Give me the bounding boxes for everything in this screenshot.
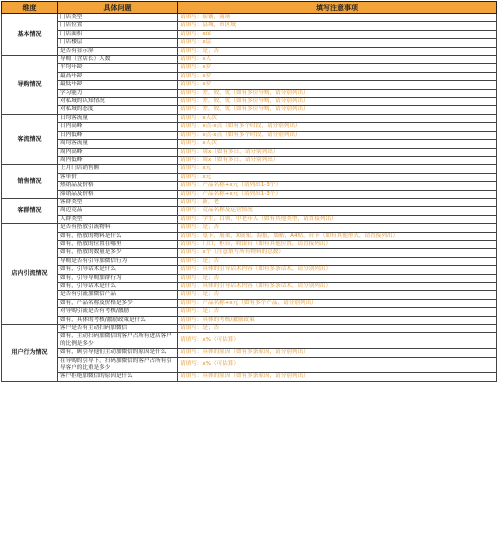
table-row (2, 98, 497, 106)
question-cell: 客户拒绝加微信的原因是什么 (58, 373, 178, 381)
table-row (2, 39, 497, 47)
header-note: 填写注意事项 (178, 2, 497, 14)
note-cell: 请填写：桌卡，展架，X展架，海报，墙贴，A4贴，台卡（如有其他形式，请直接列出） (178, 232, 497, 240)
question-cell: 周内低峰 (58, 156, 178, 164)
question-cell: 对私域的认知情况 (58, 98, 178, 106)
table-row (2, 240, 497, 248)
table-row (2, 349, 497, 357)
note-cell: 请填写：x人次 (178, 114, 497, 122)
table-row (2, 325, 497, 333)
note-cell: 请填写：x点-x点（如有多个时段，请分别列出） (178, 131, 497, 139)
note-cell: 请填写：具体的考核/激励政策 (178, 316, 497, 324)
survey-table (1, 1, 497, 382)
question-cell: 如有，具体的考核/激励政策是什么 (58, 316, 178, 324)
question-cell: 门店类型 (58, 14, 178, 22)
note-cell: 请填写：x%（可估算） (178, 333, 497, 349)
note-cell: 请填写：差，较，优（如有多位导购，请分别列出） (178, 98, 497, 106)
note-cell: 请填写：x个（注意填写所有物料的总数） (178, 249, 497, 257)
table-row (2, 22, 497, 30)
question-cell: 最低年龄 (58, 81, 178, 89)
note-cell: 请填写：周x（如有多日，请分别列出） (178, 156, 497, 164)
table-row (2, 47, 497, 55)
category-cell: 客群情况 (2, 198, 58, 223)
note-cell: 请填写：新，老 (178, 198, 497, 206)
table-row (2, 165, 497, 173)
note-cell: 请填写：x岁 (178, 64, 497, 72)
table-row (2, 291, 497, 299)
question-cell: 如有，搭放的位置在哪里 (58, 240, 178, 248)
table-row (2, 114, 497, 122)
table-row (2, 182, 497, 190)
question-cell: 如有，顾引导他们主动加微信的原因是什么 (58, 349, 178, 357)
category-cell: 导购情况 (2, 56, 58, 115)
note-cell: 请填写：x%（可估算） (178, 357, 497, 373)
table-row (2, 274, 497, 282)
note-cell: 请填写：差，较，优（如有多位导购，请分别列出） (178, 89, 497, 97)
question-cell: 如有，产品名称及价格是多少 (58, 299, 178, 307)
table-row (2, 207, 497, 215)
table-row (2, 357, 497, 373)
note-cell: 请填写：是；否 (178, 308, 497, 316)
category-cell: 基本情况 (2, 14, 58, 56)
table-row (2, 123, 497, 131)
note-cell: 请填写：差，较，优（如有多位导购，请分别列出） (178, 106, 497, 114)
note-cell: 请填写：x人次 (178, 140, 497, 148)
note-cell: 请填写：x点-x点（如有多个时段，请分别列出） (178, 123, 497, 131)
table-row (2, 333, 497, 349)
table-row (2, 14, 497, 22)
header-row (2, 2, 497, 14)
note-cell: 请填写：x岁 (178, 81, 497, 89)
table-row (2, 140, 497, 148)
note-cell: 请填写：街铺，商场 (178, 14, 497, 22)
category-cell: 销售情况 (2, 165, 58, 199)
table-row (2, 232, 497, 240)
table-row (2, 156, 497, 164)
header-dimension: 维度 (2, 2, 58, 14)
note-cell: 请填写：是；否 (178, 291, 497, 299)
table-row (2, 64, 497, 72)
table-body (2, 14, 497, 382)
table-row (2, 316, 497, 324)
question-cell: 上月门店销售额 (58, 165, 178, 173)
note-cell: 请填写：x元 (178, 173, 497, 181)
table-row (2, 106, 497, 114)
table-row (2, 72, 497, 80)
table-row (2, 308, 497, 316)
table-row (2, 373, 497, 381)
table-row (2, 249, 497, 257)
question-cell: 周边竞品 (58, 207, 178, 215)
question-cell: 周内高峰 (58, 148, 178, 156)
note-cell: 请填写：具体的引导话术内容（如有多条话术，请分别列出） (178, 266, 497, 274)
header-question: 具体问题 (58, 2, 178, 14)
question-cell: 如有，搭放的物料是什么 (58, 232, 178, 240)
question-cell: 日内高峰 (58, 123, 178, 131)
question-cell: 导购（含店长）人数 (58, 56, 178, 64)
question-cell: 是否有引流加微信产品 (58, 291, 178, 299)
question-cell: 如有，引导话术是什么 (58, 266, 178, 274)
table-row (2, 198, 497, 206)
question-cell: 对私域的态度 (58, 106, 178, 114)
table-row (2, 148, 497, 156)
note-cell: 请填写：是；否 (178, 257, 497, 265)
question-cell: 导购是否有引导加微信行为 (58, 257, 178, 265)
question-cell: 如有，引导导购加群行为 (58, 274, 178, 282)
table-row (2, 190, 497, 198)
note-cell: 请填写：x元 (178, 165, 497, 173)
table-row (2, 81, 497, 89)
question-cell: 门店面积 (58, 30, 178, 38)
question-cell: 门店位置 (58, 22, 178, 30)
category-cell: 用户行为情况 (2, 325, 58, 382)
note-cell: 请填写：是；否 (178, 224, 497, 232)
question-cell: 是否有搭放引流物料 (58, 224, 178, 232)
question-cell: 学习能力 (58, 89, 178, 97)
note-cell: 请填写：具体的原因（如有多条原因，请分别列出） (178, 373, 497, 381)
question-cell: 如有，引导话术是什么 (58, 283, 178, 291)
note-cell: 请填写：县城，市区域 (178, 22, 497, 30)
note-cell: 请填写：竞品名称及运营情况 (178, 207, 497, 215)
note-cell: 请填写：产品名称+x元（请列出1-3个） (178, 182, 497, 190)
table-row (2, 257, 497, 265)
note-cell: 请填写：x人 (178, 56, 497, 64)
table-row (2, 131, 497, 139)
note-cell: 请填写：是；否 (178, 325, 497, 333)
category-cell: 客流情况 (2, 114, 58, 164)
table-row (2, 224, 497, 232)
note-cell: 请填写：学生，白领，中老年人（如有其他类型，请直接列出） (178, 215, 497, 223)
question-cell: 热销品及价格 (58, 182, 178, 190)
note-cell: 请填写：产品名称+x元（如有多个产品，请分别列出） (178, 299, 497, 307)
note-cell: 请填写：是；否 (178, 274, 497, 282)
note-cell: 请填写：具体的引导话术内容（如有多条话术，请分别列出） (178, 283, 497, 291)
question-cell: 门店楼层 (58, 39, 178, 47)
question-cell: 最高年龄 (58, 72, 178, 80)
table-row (2, 215, 497, 223)
question-cell: 日均客流量 (58, 114, 178, 122)
question-cell: 平均年龄 (58, 64, 178, 72)
question-cell: 人群类型 (58, 215, 178, 223)
note-cell: 请填写：门口，柜台，收银台（如有其他位置，请直接列出） (178, 240, 497, 248)
question-cell: 客户是否有主动扫码加微信 (58, 325, 178, 333)
question-cell: 滞销品及价格 (58, 190, 178, 198)
question-cell: 客单价 (58, 173, 178, 181)
question-cell: 是否有显示屏 (58, 47, 178, 55)
question-cell: 如有，主动扫码加微信的客户占所有进店客户的比例是多少 (58, 333, 178, 349)
table-row (2, 30, 497, 38)
table-row (2, 89, 497, 97)
question-cell: 周均客流量 (58, 140, 178, 148)
category-cell: 店内引流情况 (2, 224, 58, 325)
note-cell: 请填写：x岁 (178, 72, 497, 80)
note-cell: 请填写：x层 (178, 39, 497, 47)
note-cell: 请填写：产品名称+x元（请列出1-3个） (178, 190, 497, 198)
table-row (2, 266, 497, 274)
table-row (2, 173, 497, 181)
question-cell: 对导购引流是否有考核/激励 (58, 308, 178, 316)
note-cell: 请填写：x㎡ (178, 30, 497, 38)
note-cell: 请填写：是；否 (178, 47, 497, 55)
note-cell: 请填写：具体的原因（如有多条原因，请分别列出） (178, 349, 497, 357)
note-cell: 请填写：周x（如有多日，请分别列出） (178, 148, 497, 156)
question-cell: 客群类型 (58, 198, 178, 206)
question-cell: 在导购的引导下，扫码加微信的客户占所有引导客户的比重是多少 (58, 357, 178, 373)
question-cell: 如有，搭放的数量是多少 (58, 249, 178, 257)
question-cell: 日内低峰 (58, 131, 178, 139)
table-row (2, 299, 497, 307)
table-row (2, 56, 497, 64)
table-row (2, 283, 497, 291)
